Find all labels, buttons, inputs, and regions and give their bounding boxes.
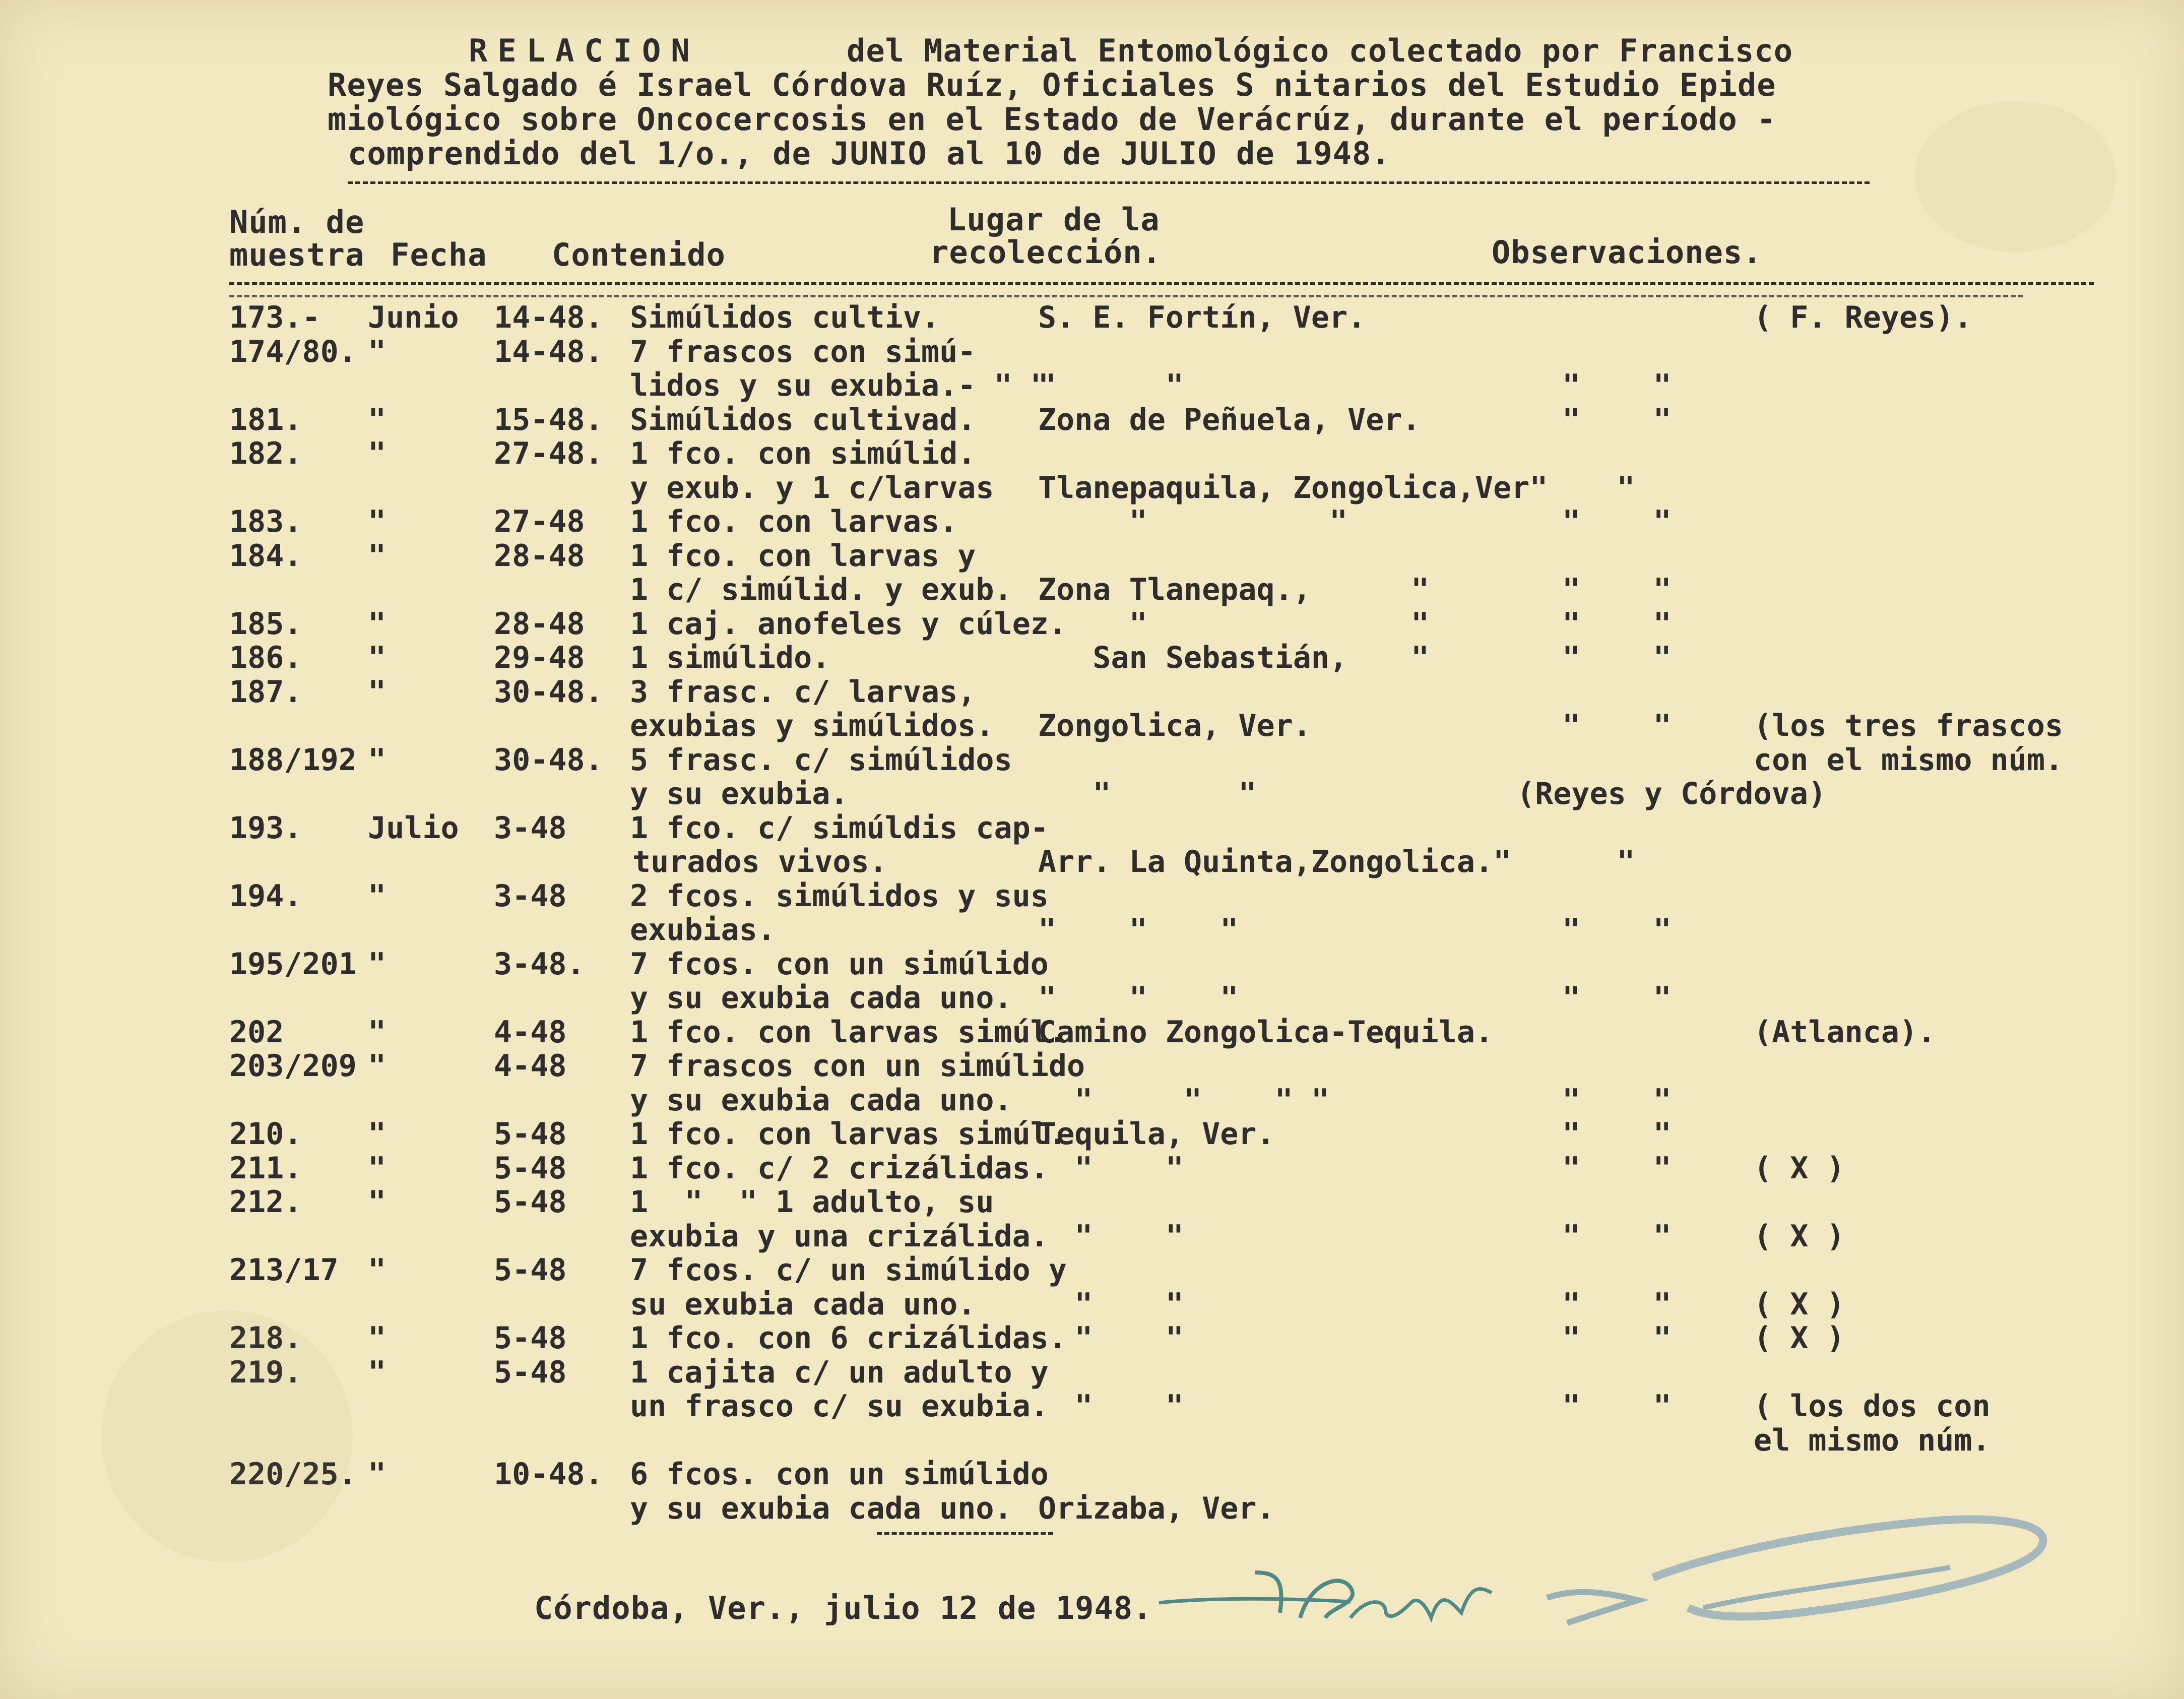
cell-date: 30-48. <box>494 742 603 778</box>
cell-date: 15-48. <box>494 402 603 437</box>
cell-sample-number: 182. <box>229 436 302 471</box>
cell-content: turados vivos. <box>632 844 887 879</box>
cell-date: 5-48 <box>494 1150 567 1186</box>
cell-content: 1 cajita c/ un adulto y <box>630 1354 1049 1390</box>
cell-month: " <box>368 1184 387 1220</box>
cell-content: 1 fco. c/ 2 crizálidas. <box>630 1150 1049 1186</box>
cell-content: lidos y su exubia.- " " <box>630 368 1049 403</box>
title-line-1: del Material Entomológico colectado por Francisco <box>847 32 1793 69</box>
cell-mark-b: " " <box>1562 640 1672 675</box>
cell-date: 29-48 <box>494 640 585 675</box>
cell-month: " <box>368 1457 387 1492</box>
signature-cordova <box>1537 1492 2081 1643</box>
cell-mark-b: (Reyes y Córdova) <box>1517 776 1827 811</box>
cell-content: 7 fcos. c/ un simúlido y <box>630 1252 1067 1288</box>
cell-date: 30-48. <box>494 674 603 710</box>
cell-content: 7 fcos. con un simúlido <box>630 946 1049 982</box>
cell-place: " " <box>1038 776 1257 811</box>
cell-date: 3-48 <box>494 810 567 846</box>
cell-mark-b: " <box>1562 470 1635 506</box>
cell-place: S. E. Fortín, Ver. <box>1038 300 1366 335</box>
cell-content: 3 frasc. c/ larvas, <box>630 674 976 710</box>
header-num-b: muestra <box>229 236 365 273</box>
cell-content: exubias y simúlidos. <box>630 708 994 743</box>
cell-date: 10-48. <box>494 1457 603 1492</box>
cell-month: " <box>368 538 387 574</box>
cell-content: 1 " " 1 adulto, su <box>630 1184 994 1220</box>
cell-date: 5-48 <box>494 1184 567 1220</box>
cell-place: Arr. La Quinta,Zongolica." <box>1038 844 1512 879</box>
cell-content: su exubia cada uno. <box>630 1286 976 1322</box>
cell-month: " <box>368 1116 387 1152</box>
cell-place: " <box>1038 606 1147 642</box>
cell-mark-b: " " <box>1562 980 1672 1016</box>
cell-sample-number: 174/80. <box>229 334 357 369</box>
cell-month: " <box>368 1048 387 1084</box>
cell-sample-number: 212. <box>229 1184 302 1220</box>
cell-month: " <box>368 334 387 369</box>
cell-sample-number: 187. <box>229 674 302 710</box>
cell-sample-number: 195/201 <box>229 946 357 982</box>
cell-month: " <box>368 640 387 675</box>
cell-sample-number: 181. <box>229 402 302 437</box>
cell-date: 4-48 <box>494 1048 567 1084</box>
title-line-2: Reyes Salgado é Israel Córdova Ruíz, Oficiales S nitarios del Estudio Epide <box>328 67 1776 103</box>
cell-sample-number: 194. <box>229 878 302 914</box>
cell-date: 5-48 <box>494 1252 567 1288</box>
cell-date: 5-48 <box>494 1116 567 1152</box>
cell-mark-b: " " <box>1562 1116 1672 1152</box>
cell-mark-b: " " <box>1562 1150 1672 1186</box>
cell-place: " " " " <box>1038 1082 1329 1118</box>
cell-date: 4-48 <box>494 1014 567 1050</box>
cell-content: 1 fco. con larvas. <box>630 504 958 539</box>
cell-month: Junio <box>368 300 459 335</box>
cell-content: 1 fco. con larvas simúl. <box>630 1014 1067 1050</box>
header-lugar-b: recolección. <box>930 234 1162 271</box>
cell-mark-b: " " <box>1562 368 1672 403</box>
cell-content: y su exubia. <box>630 776 849 811</box>
cell-content: 1 c/ simúlid. y exub. <box>630 572 1012 607</box>
cell-month: " <box>368 1354 387 1390</box>
cell-sample-number: 188/192 <box>229 742 357 778</box>
cell-month: " <box>368 402 387 437</box>
cell-observation: ( X ) <box>1754 1150 1845 1186</box>
cell-month: " <box>368 1320 387 1356</box>
cell-place: " " " <box>1038 912 1239 948</box>
cell-month: " <box>368 742 387 778</box>
paper-stain <box>101 1310 353 1562</box>
cell-content: 1 fco. c/ simúldis cap- <box>630 810 1049 846</box>
cell-place: " " <box>1038 1218 1184 1254</box>
cell-mark-b: " <box>1562 844 1635 879</box>
cell-mark-b: " " <box>1562 504 1672 539</box>
cell-place: Zona de Peñuela, Ver. <box>1038 402 1421 437</box>
cell-observation: el mismo núm. <box>1754 1422 1990 1458</box>
footer-place-date: Córdoba, Ver., julio 12 de 1948. <box>534 1590 1152 1626</box>
cell-date: 27-48. <box>494 436 603 471</box>
cell-content: y su exubia cada uno. <box>630 1082 1012 1118</box>
cell-place: Camino Zongolica-Tequila. <box>1038 1014 1494 1050</box>
cell-observation: ( X ) <box>1754 1320 1845 1356</box>
cell-observation: (Atlanca). <box>1754 1014 1936 1050</box>
title-line-3: miológico sobre Oncocercosis en el Estado de Verácrúz, durante el período - <box>328 101 1776 138</box>
cell-mark-a: " <box>1411 640 1430 675</box>
cell-date: 27-48 <box>494 504 585 539</box>
cell-mark-b: " " <box>1562 1320 1672 1356</box>
cell-content: 1 fco. con simúlid. <box>630 436 976 471</box>
cell-place: Orizaba, Ver. <box>1038 1490 1275 1526</box>
cell-month: " <box>368 1150 387 1186</box>
cell-content: 7 frascos con simú- <box>630 334 976 369</box>
cell-content: exubias. <box>630 912 776 948</box>
cell-month: " <box>368 606 387 642</box>
cell-place: " " <box>1038 1320 1184 1356</box>
cell-place: Zona Tlanepaq., <box>1038 572 1311 607</box>
cell-content: Simúlidos cultiv. <box>630 300 940 335</box>
cell-content: exubia y una crizálida. <box>630 1218 1049 1254</box>
cell-content: 5 frasc. c/ simúlidos <box>630 742 1012 778</box>
cell-observation: ( los dos con <box>1754 1389 1990 1424</box>
cell-place: Tequila, Ver. <box>1038 1116 1275 1152</box>
paper-stain <box>1915 101 2116 252</box>
cell-month: " <box>368 674 387 710</box>
cell-sample-number: 203/209 <box>229 1048 357 1084</box>
cell-date: 5-48 <box>494 1320 567 1356</box>
cell-content: y su exubia cada uno. <box>630 1490 1012 1526</box>
cell-place: Zongolica, Ver. <box>1038 708 1311 743</box>
cell-sample-number: 173.- <box>229 300 320 335</box>
cell-mark-b: " " <box>1562 912 1672 948</box>
cell-mark-b: " " <box>1562 572 1672 607</box>
closing-rule <box>877 1532 1053 1535</box>
cell-content: Simúlidos cultivad. <box>630 402 976 437</box>
cell-sample-number: 210. <box>229 1116 302 1152</box>
cell-mark-a: " <box>1411 572 1430 607</box>
cell-place: " " <box>1038 504 1348 539</box>
cell-mark-b: " " <box>1562 402 1672 437</box>
cell-date: 3-48 <box>494 878 567 914</box>
cell-date: 28-48 <box>494 606 585 642</box>
cell-place: " " <box>1038 1286 1184 1322</box>
cell-date: 14-48. <box>494 334 603 369</box>
cell-date: 14-48. <box>494 300 603 335</box>
cell-month: " <box>368 504 387 539</box>
cell-place: " " " <box>1038 980 1239 1016</box>
cell-content: y su exubia cada uno. <box>630 980 1012 1016</box>
cell-date: 3-48. <box>494 946 585 982</box>
cell-sample-number: 211. <box>229 1150 302 1186</box>
cell-observation: con el mismo núm. <box>1754 742 2064 778</box>
cell-place: " " <box>1038 368 1184 403</box>
header-lugar-a: Lugar de la <box>947 201 1160 238</box>
cell-sample-number: 202 <box>229 1014 284 1050</box>
cell-place: San Sebastián, <box>1038 640 1348 675</box>
cell-sample-number: 219. <box>229 1354 302 1390</box>
cell-month: " <box>368 1014 387 1050</box>
header-observaciones: Observaciones. <box>1492 234 1762 271</box>
cell-content: un frasco c/ su exubia. <box>630 1389 1049 1424</box>
cell-mark-b: " " <box>1562 1082 1672 1118</box>
cell-month: Julio <box>368 810 459 846</box>
cell-date: 5-48 <box>494 1354 567 1390</box>
cell-sample-number: 186. <box>229 640 302 675</box>
cell-mark-b: " " <box>1562 708 1672 743</box>
cell-date: 28-48 <box>494 538 585 574</box>
cell-mark-b: " " <box>1562 1389 1672 1424</box>
cell-place: Tlanepaquila, Zongolica,Ver" <box>1038 470 1548 506</box>
cell-month: " <box>368 1252 387 1288</box>
cell-observation: ( X ) <box>1754 1218 1845 1254</box>
cell-month: " <box>368 436 387 471</box>
cell-sample-number: 213/17 <box>229 1252 339 1288</box>
title-lead: RELACION <box>469 32 700 69</box>
cell-content: 1 fco. con larvas y <box>630 538 976 574</box>
cell-content: 1 fco. con 6 crizálidas. <box>630 1320 1067 1356</box>
cell-mark-b: " " <box>1562 1286 1672 1322</box>
cell-content: 6 fcos. con un simúlido <box>630 1457 1049 1492</box>
cell-content: 2 fcos. simúlidos y sus <box>630 878 1049 914</box>
cell-content: 7 frascos con un simúlido <box>630 1048 1085 1084</box>
cell-sample-number: 183. <box>229 504 302 539</box>
header-rule-1 <box>229 282 2094 285</box>
cell-sample-number: 185. <box>229 606 302 642</box>
cell-sample-number: 184. <box>229 538 302 574</box>
header-num-a: Núm. de <box>229 204 365 240</box>
header-fecha: Fecha <box>391 236 487 273</box>
title-rule <box>348 181 1870 184</box>
cell-content: y exub. y 1 c/larvas <box>630 470 994 506</box>
cell-place: " " <box>1038 1150 1184 1186</box>
cell-content: 1 caj. anofeles y cúlez. <box>630 606 1067 642</box>
cell-sample-number: 218. <box>229 1320 302 1356</box>
cell-observation: ( X ) <box>1754 1286 1845 1322</box>
cell-mark-b: " " <box>1562 606 1672 642</box>
header-contenido: Contenido <box>552 236 726 273</box>
cell-sample-number: 220/25. <box>229 1457 357 1492</box>
header-rule-2 <box>229 295 2023 297</box>
cell-observation: ( F. Reyes). <box>1754 300 1972 335</box>
cell-mark-a: " <box>1411 606 1430 642</box>
cell-observation: (los tres frascos <box>1754 708 2064 743</box>
cell-month: " <box>368 878 387 914</box>
cell-place: " " <box>1038 1389 1184 1424</box>
title-line-4: comprendido del 1/o., de JUNIO al 10 de JULIO de 1948. <box>348 135 1391 172</box>
cell-content: 1 fco. con larvas simúl. <box>630 1116 1067 1152</box>
cell-mark-b: " " <box>1562 1218 1672 1254</box>
cell-content: 1 simúlido. <box>630 640 830 675</box>
cell-sample-number: 193. <box>229 810 302 846</box>
cell-month: " <box>368 946 387 982</box>
